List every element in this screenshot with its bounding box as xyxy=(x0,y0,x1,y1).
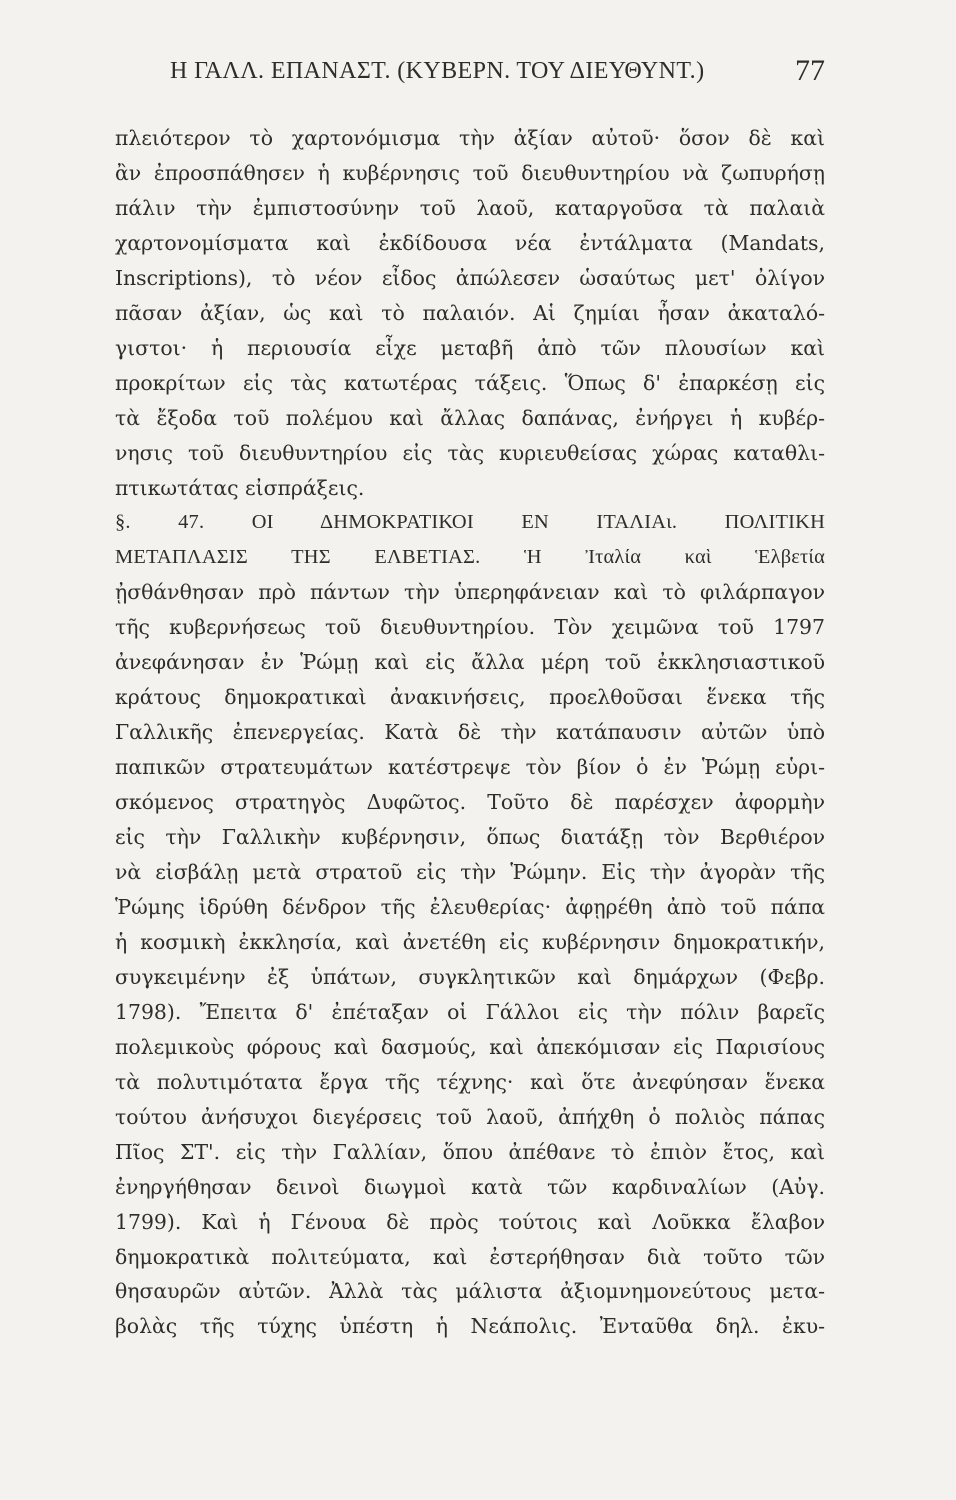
text-line: θησαυρῶν αὐτῶν. Ἀλλὰ τὰς μάλιστα ἀξιομνημονεύτους μετα- xyxy=(115,1279,825,1304)
text-line: παπικῶν στρατευμάτων κατέστρεψε τὸν βίον ὁ ἐν Ῥώμῃ εὑρι- xyxy=(115,755,825,780)
text-line: πολεμικοὺς φόρους καὶ δασμούς, καὶ ἀπεκόμισαν εἰς Παρισίους xyxy=(115,1034,825,1059)
text-line: τὰ πολυτιμότατα ἔργα τῆς τέχνης· καὶ ὅτε ἀνεφύησαν ἕνεκα xyxy=(115,1069,825,1094)
text-line: Γαλλικῆς ἐπενεργείας. Κατὰ δὲ τὴν κατάπαυσιν αὐτῶν ὑπὸ xyxy=(115,720,825,745)
section-heading: §. 47. ΟΙ ΔΗΜΟΚΡΑΤΙΚΟΙ ΕΝ ΙΤΑΛΙΑι. ΠΟΛΙΤΙΚΗ xyxy=(115,511,825,534)
text-line: τούτου ἀνήσυχοι διεγέρσεις τοῦ λαοῦ, ἀπήχθη ὁ πολιὸς πάπας xyxy=(115,1104,825,1129)
text-line: τῆς κυβερνήσεως τοῦ διευθυντηρίου. Τὸν χειμῶνα τοῦ 1797 xyxy=(115,615,825,640)
text-line: ἂν ἐπροσπάθησεν ἡ κυβέρνησις τοῦ διευθυντηρίου νὰ ζωπυρήσῃ xyxy=(115,160,825,185)
text-line: πτικωτάτας εἰσπράξεις. xyxy=(115,475,365,500)
section-heading-continued: ΜΕΤΑΠΛΑΣΙΣ ΤΗΣ ΕΛΒΕΤΙΑΣ. Ἡ Ἰταλία καὶ Ἑλβετία xyxy=(115,546,825,569)
text-line: ἡ κοσμικὴ ἐκκλησία, καὶ ἀνετέθη εἰς κυβέρνησιν δημοκρατικήν, xyxy=(115,929,825,954)
text-line: βολὰς τῆς τύχης ὑπέστη ἡ Νεάπολις. Ἐνταῦθα δηλ. ἐκυ- xyxy=(115,1314,825,1339)
text-line: πλειότερον τὸ χαρτονόμισμα τὴν ἀξίαν αὐτοῦ· ὅσον δὲ καὶ xyxy=(115,126,825,150)
text-line: γιστοι· ἡ περιουσία εἶχε μεταβῆ ἀπὸ τῶν πλουσίων καὶ xyxy=(115,335,825,360)
text-line: πάλιν τὴν ἐμπιστοσύνην τοῦ λαοῦ, καταργοῦσα τὰ παλαιὰ xyxy=(115,195,825,220)
text-line: δημοκρατικὰ πολιτεύματα, καὶ ἐστερήθησαν διὰ τοῦτο τῶν xyxy=(115,1244,825,1269)
text-line: προκρίτων εἰς τὰς κατωτέρας τάξεις. Ὅπως δ' ἐπαρκέσῃ εἰς xyxy=(115,370,825,395)
text-line: συγκειμένην ἐξ ὑπάτων, συγκλητικῶν καὶ δημάρχων (Φεβρ. xyxy=(115,964,825,989)
text-line: εἰς τὴν Γαλλικὴν κυβέρνησιν, ὅπως διατάξῃ τὸν Βερθιέρον xyxy=(115,825,825,850)
text-line: χαρτονομίσματα καὶ ἐκδίδουσα νέα ἐντάλματα (Mandats, xyxy=(115,230,825,255)
text-line: ᾐσθάνθησαν πρὸ πάντων τὴν ὑπερηφάνειαν καὶ τὸ φιλάρπαγον xyxy=(115,580,825,605)
body-text xyxy=(115,121,825,1344)
text-line: 1798). Ἔπειτα δ' ἐπέταξαν οἱ Γάλλοι εἰς τὴν πόλιν βαρεῖς xyxy=(115,999,825,1024)
page-header xyxy=(170,54,825,98)
text-line: νησις τοῦ διευθυντηρίου εἰς τὰς κυριευθείσας χώρας καταθλι- xyxy=(115,440,825,465)
text-line: σκόμενος στρατηγὸς Δυφῶτος. Τοῦτο δὲ παρέσχεν ἀφορμὴν xyxy=(115,790,825,815)
running-head: Η ΓΑΛΛ. ΕΠΑΝΑΣΤ. (ΚΥΒΕΡΝ. ΤΟΥ ΔΙΕΥΘΥΝΤ.) xyxy=(170,58,705,84)
text-line: 1799). Καὶ ἡ Γένουα δὲ πρὸς τούτοις καὶ Λοῦκκα ἔλαβον xyxy=(115,1209,825,1234)
text-line: Πῖος ΣΤ'. εἰς τὴν Γαλλίαν, ὅπου ἀπέθανε τὸ ἐπιὸν ἔτος, καὶ xyxy=(115,1139,825,1164)
text-line: πᾶσαν ἀξίαν, ὡς καὶ τὸ παλαιόν. Αἱ ζημίαι ἦσαν ἀκαταλό- xyxy=(115,300,825,325)
text-line: ἀνεφάνησαν ἐν Ῥώμῃ καὶ εἰς ἄλλα μέρη τοῦ ἐκκλησιαστικοῦ xyxy=(115,650,825,675)
text-line: Ῥώμης ἱδρύθη δένδρον τῆς ἐλευθερίας· ἀφῃρέθη ἀπὸ τοῦ πάπα xyxy=(115,894,825,919)
page-number: 77 xyxy=(795,54,825,87)
text-line: ἐνηργήθησαν δεινοὶ διωγμοὶ κατὰ τῶν καρδιναλίων (Αὐγ. xyxy=(115,1174,825,1199)
text-line: νὰ εἰσβάλῃ μετὰ στρατοῦ εἰς τὴν Ῥώμην. Εἰς τὴν ἀγορὰν τῆς xyxy=(115,860,825,885)
text-line: κράτους δημοκρατικαὶ ἀνακινήσεις, προελθοῦσαι ἕνεκα τῆς xyxy=(115,685,825,710)
text-line: τὰ ἔξοδα τοῦ πολέμου καὶ ἄλλας δαπάνας, ἐνήργει ἡ κυβέρ- xyxy=(115,405,825,430)
text-line: Inscriptions), τὸ νέον εἶδος ἀπώλεσεν ὡσαύτως μετ' ὀλίγον xyxy=(115,265,825,290)
